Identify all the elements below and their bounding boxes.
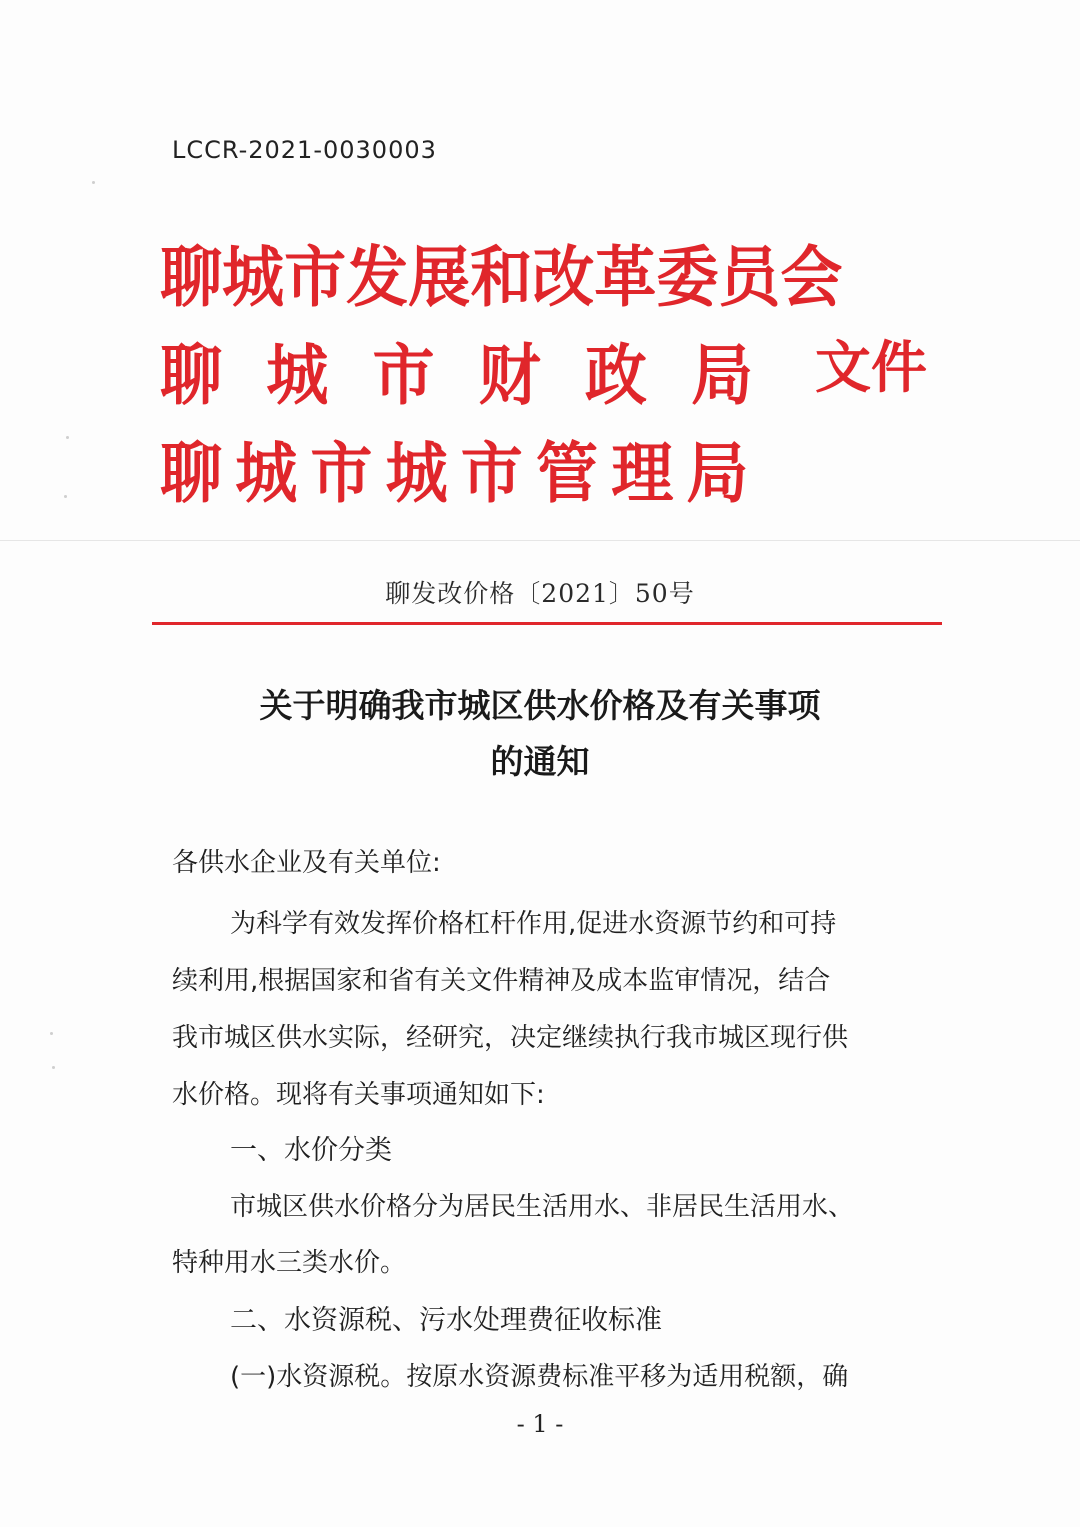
document-code: LCCR-2021-0030003 xyxy=(172,136,437,164)
notice-title xyxy=(0,678,1080,790)
issuer-suffix: 文件 xyxy=(815,336,927,401)
scan-speck xyxy=(64,495,67,498)
issuer-line-1: 聊城市发展和改革委员会 xyxy=(160,239,843,316)
scan-speck xyxy=(66,436,69,439)
section-2-line-1: (一)水资源税。按原水资源费标准平移为适用税额，确 xyxy=(230,1362,849,1392)
issuer-line-2: 聊城市财政局 xyxy=(160,337,798,414)
issuer-header xyxy=(160,238,960,518)
paragraph-1-line-3: 我市城区供水实际，经研究，决定继续执行我市城区现行供 xyxy=(172,1023,849,1053)
paragraph-1-line-4: 水价格。现将有关事项通知如下: xyxy=(172,1080,545,1110)
document-number: 聊发改价格〔2021〕50号 xyxy=(385,579,695,608)
section-1-line-2: 特种用水三类水价。 xyxy=(172,1248,407,1278)
page-number: - 1 - xyxy=(516,1410,564,1438)
page-divider xyxy=(0,540,1080,541)
notice-title-line-1: 关于明确我市城区供水价格及有关事项 xyxy=(259,686,821,725)
red-separator-line xyxy=(152,622,942,625)
section-2-heading: 二、水资源税、污水处理费征收标准 xyxy=(230,1305,662,1336)
paragraph-1-line-2: 续利用,根据国家和省有关文件精神及成本监审情况，结合 xyxy=(172,966,831,996)
scan-speck xyxy=(92,181,95,184)
section-1-heading: 一、水价分类 xyxy=(230,1135,392,1166)
issuer-line-3: 聊城市城市管理局 xyxy=(160,435,762,512)
notice-title-line-2: 的通知 xyxy=(490,742,590,781)
section-1-line-1: 市城区供水价格分为居民生活用水、非居民生活用水、 xyxy=(230,1192,855,1222)
paragraph-1-line-1: 为科学有效发挥价格杠杆作用,促进水资源节约和可持 xyxy=(230,909,837,939)
salutation: 各供水企业及有关单位: xyxy=(172,848,441,878)
scan-speck xyxy=(50,1032,53,1035)
scan-speck xyxy=(52,1066,55,1069)
